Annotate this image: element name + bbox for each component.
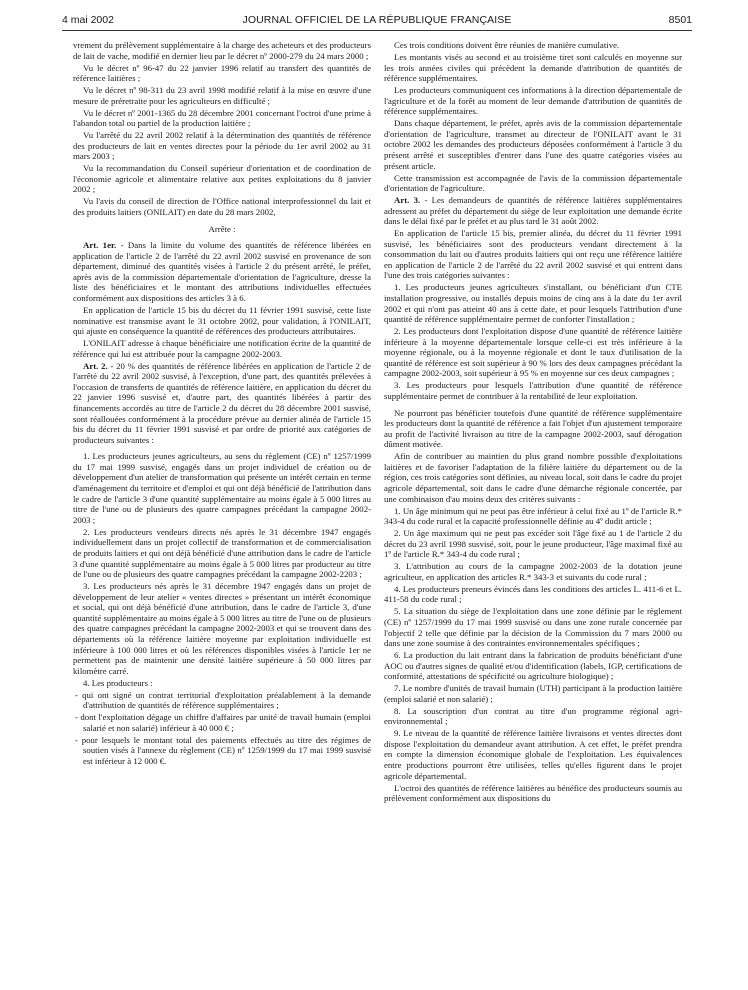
right-paragraph-19 [384,706,682,727]
paragraph-text: 6. La production du lait entrant dans la fabrication de produits bénéficiant d'une AOC ou d'autres signes de qualité et/ou d'identification (labels, IGP, certifications de conformité, attestations de spécificité ou agriculture biologique) ; [384,650,682,682]
left-paragraph-16 [73,690,371,711]
right-paragraph-8 [384,326,682,379]
left-paragraph-13 [73,527,371,580]
left-paragraph-7 [73,224,371,235]
right-paragraph-17 [384,650,682,682]
paragraph-text: 2. Les producteurs dont l'exploitation dispose d'une quantité de référence laitière inférieure à la moyenne départementale lorsque celle-ci est très inférieure à la moyenne régionale, ou à la moyenne régionale et dont le taux d'utilisation de la quantité de référence est soit supérieur à 90 % lors des deux campagnes précédant la campagne 2002-2003, soit supérieur à 95 % en moyenne sur ces deux campagnes ; [384,326,682,379]
right-paragraph-10 [384,408,682,450]
paragraph-text: Vu le décret nº 2001-1365 du 28 décembre 2001 concernant l'octroi d'une prime à l'abandon total ou partiel de la production laitière ; [73,107,371,129]
right-column [384,40,682,984]
paragraph-text: Vu le décret nº 96-47 du 22 janvier 1996 relatif au transfert des quantités de référence laitières ; [73,62,371,84]
paragraph-text: Vu le décret nº 98-311 du 23 avril 1998 modifié relatif à la mise en œuvre d'une mesure de préretraite pour les agriculteurs en difficulté ; [73,85,371,106]
paragraph-text: 1. Les producteurs jeunes agriculteurs, au sens du règlement (CE) nº 1257/1999 du 17 mai 1999 susvisé, engagés dans un projet individuel de création ou de développement d'un atelier de transformation qui présente un intérêt certain en terme d'aménagement du territoire et d'emploi et qui ont déjà bénéficié de l'attribution dans le cadre de l'article 3 d'une quantité supplémentaire au moins égale à 5 000 litres au titre de l'une ou de plusieurs des quatre campagnes précédant la campagne 2002-2003 ; [73,451,371,525]
paragraph-text: Afin de contribuer au maintien du plus grand nombre possible d'exploitations laitières et de favoriser l'adaptation de la filière laitière du département ou de la région, ces trois catégories sont définies, au niveau local, soit dans le cadre du projet agricole départemental, soit dans le cadre d'une démarche régionale concertée, par une combinaison d'au moins deux des critères suivants : [384,451,682,504]
left-paragraph-4 [73,130,371,162]
left-paragraph-5 [73,163,371,195]
right-paragraph-9 [384,380,682,401]
right-paragraph-20 [384,728,682,781]
paragraph-text: 4. Les producteurs : [83,677,153,688]
right-paragraph-11 [384,451,682,504]
paragraph-text: Les montants visés au second et au troisième tiret sont calculés en moyenne sur les trois années civiles qui précèdent la demande d'attribution de quantités de référence supplémentaires. [384,51,682,84]
right-paragraph-12 [384,506,682,527]
right-paragraph-14 [384,561,682,582]
right-paragraph-6 [384,228,682,281]
paragraph-text: Ne pourront pas bénéficier toutefois d'une quantité de référence supplémentaire les producteurs dont la quantité de référence a fait l'objet d'un ajustement temporaire au profit de l'activité livraison au titre de la campagne 2002-2003, sauf dérogation dûment motivée. [384,407,682,450]
paragraph-text: 9. Le niveau de la quantité de référence laitière livraisons et ventes directes dont dispose l'exploitation du demandeur avant attribution. A cet effet, le préfet prendra en compte la dimension économique globale de l'exploitation. Les équivalences entre productions pourront être utilisées, telles qu'elles figurent dans le projet agricole départemental. [384,728,682,781]
left-paragraph-15 [73,678,371,689]
header-rule [62,30,692,31]
paragraph-text: 2. Un âge maximum qui ne peut pas excéder soit l'âge fixé au 1 de l'article 2 du décret du 23 avril 1998 susvisé, soit, pour le jeune producteur, l'âge maximal fixé au 1º de l'article R.* 343-4 du code rural ; [384,528,682,560]
paragraph-text: Vu l'arrêté du 22 avril 2002 relatif à la détermination des quantités de référence des producteurs de lait en ventes directes pour la période du 1er avril 2002 au 31 mars 2003 ; [73,130,371,162]
right-paragraph-3 [384,118,682,171]
paragraph-text: En application de l'article 15 bis, premier alinéa, du décret du 11 février 1991 susvisé, les bénéficiaires sont des producteurs vendant directement à la consommation du lait ou d'autres produits laitiers qui ont reçu une référence laitière en application de l'article 2 de l'arrêté du 22 avril 2002 susvisé et qui entrent dans l'une des trois catégories suivantes : [384,228,682,281]
paragraph-text: 1. Un âge minimum qui ne peut pas être inférieur à celui fixé au 1º de l'article R.* 343-4 du code rural et la capacité professionnelle définie au 4º dudit article ; [384,505,682,527]
right-paragraph-1 [384,52,682,84]
paragraph-text: - dont l'exploitation dégage un chiffre d'affaires par unité de travail humain (emploi salarié et non salarié) inférieur à 40 000 € ; [75,712,371,733]
paragraph-text: Cette transmission est accompagnée de l'avis de la commission départementale d'orientation de l'agriculture. [384,172,682,194]
left-paragraph-9 [73,305,371,337]
left-paragraph-12 [73,451,371,525]
paragraph-text: 3. Les producteurs nés après le 31 décembre 1947 engagés dans un projet de développement de leur atelier « ventes directes » présentant un intérêt économique et social, qui ont déjà bénéficié d'une attribution, dans le cadre de l'article 3, d'une quantité supplémentaire au moins égale à 5 000 litres au titre de l'une ou de plusieurs des quatre campagnes précédant la campagne 2002-2003 et qui se trouvent dans des départements où la référence laitière moyenne par exploitation individuelle est inférieure à 100 000 litres et où les références disponibles visées à l'article 1er ne permettent pas de maintenir une densité laitière supérieure à 50 000 litres par kilomètre carré. [73,581,371,676]
article-heading: Art. 1er. [83,240,117,251]
paragraph-text: Vu la recommandation du Conseil supérieur d'orientation et de coordination de l'économie agricole et alimentaire relative aux petites exploitations du 8 janvier 2002 ; [73,163,371,195]
left-paragraph-18 [73,735,371,767]
paragraph-text: 4. Les producteurs preneurs évincés dans les conditions des articles L. 411-6 et L. 411-58 du code rural ; [384,583,682,605]
right-paragraph-0 [384,40,682,51]
article-heading: Art. 3. [394,195,421,206]
paragraph-text: 3. L'attribution au cours de la campagne 2002-2003 de la dotation jeune agriculteur, en application des articles R.* 343-3 et suivants du code rural ; [384,561,682,582]
paragraph-text: Les producteurs communiquent ces informations à la direction départementale de l'agriculture et de la forêt au moment de leur demande d'attribution de quantités de référence supplémentaires. [384,85,682,117]
left-paragraph-1 [73,63,371,84]
left-paragraph-8 [73,240,371,303]
paragraph-text: - Dans la limite du volume des quantités de référence libérées en application de l'article 2 de l'arrêté du 22 avril 2002 susvisé en provenance de son département, diminué des quantités visées à l'article 2 du présent arrêté, le préfet, après avis de la commission départementale d'orientation de l'agriculture, dresse la liste des bénéficiaires et le montant des attributions individuelles effectuées conformément aux dispositions des articles 3 à 6. [73,240,371,304]
page-number: 8501 [668,14,692,26]
paragraph-text: vrement du prélèvement supplémentaire à la charge des acheteurs et des producteurs de lait de vache, modifié en dernier lieu par le décret nº 2000-279 du 24 mars 2000 ; [73,40,371,61]
journal-title: JOURNAL OFFICIEL DE LA RÉPUBLIQUE FRANÇAISE [242,14,512,26]
paragraph-text: L'ONILAIT adresse à chaque bénéficiaire une notification écrite de la quantité de référence qui lui est attribuée pour la campagne 2002-2003. [73,338,371,359]
right-paragraph-13 [384,528,682,560]
paragraph-text: Ces trois conditions doivent être réunies de manière cumulative. [394,40,620,50]
paragraph-text: Vu l'avis du conseil de direction de l'Office national interprofessionnel du lait et des produits laitiers (ONILAIT) en date du 28 mars 2002, [73,196,371,218]
left-paragraph-11 [73,361,371,446]
right-paragraph-4 [384,173,682,194]
right-paragraph-2 [384,85,682,117]
paragraph-text: 3. Les producteurs pour lesquels l'attribution d'une quantité de référence supplémentaire permet de contribuer à la rentabilité de leur exploitation. [384,380,682,402]
paragraph-text: Dans chaque département, le préfet, après avis de la commission départementale d'orientation de l'agriculture, transmet au directeur de l'ONILAIT avant le 31 octobre 2002 les demandes des producteurs déposées conformément à l'article 3 du présent arrêté et susceptibles d'entrer dans l'une des quatre catégories visées au présent article. [384,118,682,171]
paragraph-text: - 20 % des quantités de référence libérées en application de l'article 2 de l'arrêté du 22 avril 2002 susvisé, à l'exception, d'une part, des quantités prélevées à l'occasion de transferts de quantités de référence laitière, en application du décret du 22 janvier 1996 susvisé et, d'autre part, des quantités libérées à partir des financements accordés au titre de l'article 2 du décret du 28 décembre 2001 susvisé, sont réallouées conformément à la procédure prévue au dernier alinéa de l'article 15 bis du décret du 11 février 1991 susvisé et par ordre de priorité aux catégories de producteurs suivantes : [73,360,371,445]
right-paragraph-16 [384,606,682,648]
paragraph-text: L'octroi des quantités de référence laitières au bénéfice des producteurs soumis au prélèvement conformément aux dispositions du [384,782,682,804]
issue-date: 4 mai 2002 [62,14,114,26]
paragraph-text: - pour lesquels le montant total des paiements effectués au titre des régimes de soutien visés à l'annexe du règlement (CE) nº 1259/1999 du 17 mai 1999 susvisé est inférieur à 12 000 €. [75,734,371,766]
left-paragraph-2 [73,85,371,106]
paragraph-text: - qui ont signé un contrat territorial d'exploitation préalablement à la demande d'attribution de quantités de référence supplémentaires ; [75,689,371,711]
right-paragraph-15 [384,584,682,605]
right-paragraph-7 [384,282,682,324]
paragraph-text: 1. Les producteurs jeunes agriculteurs s'installant, ou bénéficiant d'un CTE installation progressive, ou installés depuis moins de cinq ans à la date du 1er avril 2002 et qui n'ont pas atteint 40 ans à cette date, et pour lesquels l'attribution d'une quantité de référence supplémentaire permet de conforter l'installation ; [384,282,682,325]
paragraph-text: - Les demandeurs de quantités de référence laitières supplémentaires adressent au préfet du département du siège de leur exploitation une demande écrite dans le délai fixé par le préfet et au plus tard le 31 août 2002. [384,195,682,227]
paragraph-text: En application de l'article 15 bis du décret du 11 février 1991 susvisé, cette liste nominative est transmise avant le 31 octobre 2002, pour validation, à l'ONILAIT, qui ajuste en conséquence la quantité de références des producteurs attributaires. [73,305,371,337]
left-paragraph-6 [73,196,371,217]
left-paragraph-3 [73,108,371,129]
paragraph-text: 7. Le nombre d'unités de travail humain (UTH) participant à la production laitière (emploi salarié et non salarié) ; [384,683,682,704]
page-header [62,14,692,30]
left-paragraph-10 [73,338,371,359]
left-paragraph-17 [73,712,371,733]
paragraph-text: 8. La souscription d'un contrat au titre d'un programme régional agri-environnemental ; [384,705,682,727]
article-heading: Art. 2. [83,360,108,371]
left-paragraph-0 [73,40,371,61]
right-paragraph-5 [384,195,682,227]
right-paragraph-18 [384,683,682,704]
left-paragraph-14 [73,581,371,676]
paragraph-text: Arrête : [208,223,236,234]
right-paragraph-21 [384,783,682,804]
paragraph-text: 2. Les producteurs vendeurs directs nés après le 31 décembre 1947 engagés individuellement dans un projet collectif de transformation et de commercialisation de produits laitiers et qui ont déjà bénéficié d'une attribution dans le cadre de l'article 3 d'une quantité supplémentaire au moins égale à 5 000 litres par producteur au titre de l'une ou de plusieurs des quatre campagnes précédant la campagne 2002-2203 ; [73,526,371,580]
left-column [73,40,371,984]
paragraph-text: 5. La situation du siège de l'exploitation dans une zone définie par le règlement (CE) nº 1257/1999 du 17 mai 1999 susvisé ou dans une zone rurale concernée par l'objectif 2 telle que définie par la décision de la Commission du 7 mars 2000 ou dans une zone soumise à des contraintes environnementales spécifiques ; [384,606,682,649]
